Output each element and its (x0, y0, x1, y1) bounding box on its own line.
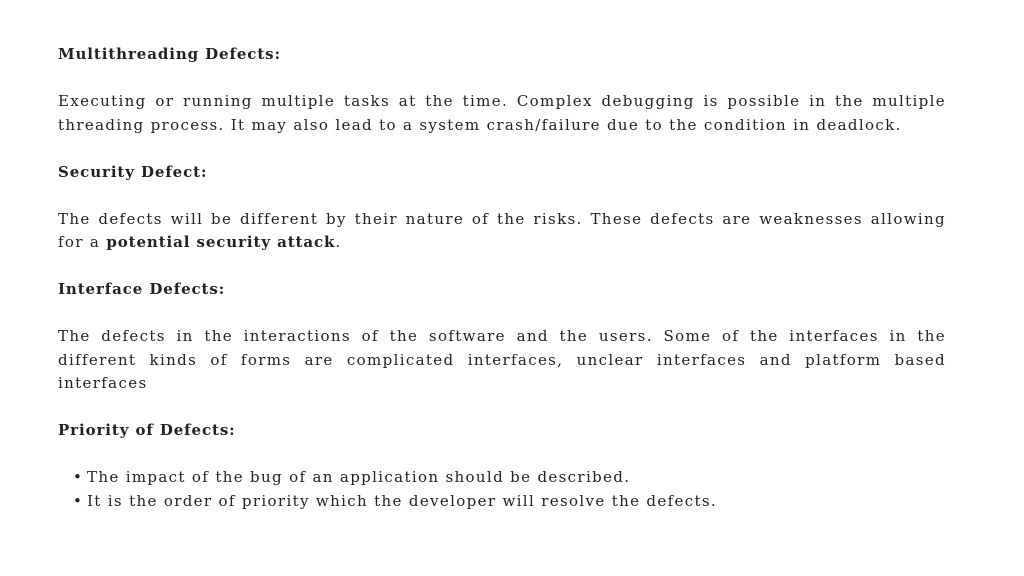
spacer (58, 67, 946, 91)
section-heading-security: Security Defect: (58, 162, 208, 181)
list-item-text: The impact of the bug of an application should be described. (87, 468, 631, 486)
section-heading-multithreading: Multithreading Defects: (58, 45, 281, 63)
list-item-text: It is the order of priority which the developer will resolve the defects. (87, 491, 718, 510)
list-item (73, 466, 946, 490)
security-body-emphasis: potential security attack (106, 233, 336, 251)
section-body-interface: The defects in the interactions of the software and the users. Some of the interfaces in the different kinds of forms are complicated interfaces, unclear interfaces and platform based interfaces (58, 327, 946, 392)
spacer (58, 396, 946, 420)
section-body-security (58, 208, 946, 255)
spacer (58, 137, 946, 161)
security-body-end: . (335, 233, 342, 251)
section-heading-interface: Interface Defects: (58, 280, 226, 298)
bullet-icon: • (73, 468, 84, 486)
document-page (58, 43, 946, 513)
section-heading-priority: Priority of Defects: (58, 421, 236, 439)
priority-bullet-list (58, 466, 946, 513)
spacer (58, 302, 946, 326)
section-body-multithreading: Executing or running multiple tasks at the time. Complex debugging is possible in the multiple threading process. It may also lead to a system crash/failure due to the condition in deadlock. (58, 92, 946, 134)
security-body-text: The defects will be different by their nature of the risks. These defects are weaknesses allowing for a (58, 209, 946, 251)
bullet-icon: • (73, 491, 84, 510)
spacer (58, 255, 946, 279)
list-item (73, 490, 946, 514)
spacer (58, 184, 946, 208)
spacer (58, 443, 946, 467)
